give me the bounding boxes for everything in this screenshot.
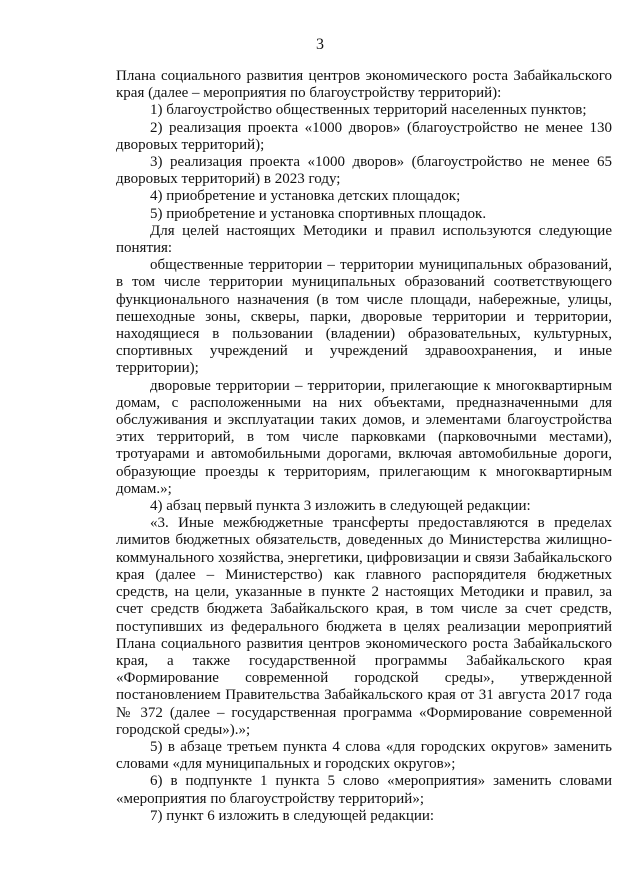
amendment-item-4: 4) абзац первый пункта 3 изложить в следующей редакции:: [150, 498, 531, 515]
list-item-2: 2) реализация проекта «1000 дворов» (благоустройство не менее 130 дворовых территорий);: [116, 119, 612, 153]
paragraph-definitions-intro: Для целей настоящих Методики и правил используются следующие понятия:: [116, 222, 612, 257]
document-body: [116, 68, 612, 825]
paragraph-yard-territories: дворовые территории – территории, прилегающие к многоквартирным домам, с расположенными на них объектами, предназначенными для обслуживания и эксплуатации таких домов, и элементами благоустройства этих территорий, в том числе парковками (парковочными местами), тротуарами и автомобильными дорогами, включая автомобильные дороги, образующие проезды к территориям, прилегающим к многоквартирным домам.»;: [116, 377, 612, 497]
paragraph-clause-3: «3. Иные межбюджетные трансферты предоставляются в пределах лимитов бюджетных обязательств, доведенных до Министерства жилищно-коммунального хозяйства, энергетики, цифровизации и связи Забайкальского края (далее – Министерство) как главного распорядителя бюджетных средств, на цели, указанные в пункте 2 настоящих Методики и правил, за счет средств бюджета Забайкальского края, в том числе за счет средств, поступивших из федерального бюджета в целях реализации мероприятий Плана социального развития центров экономического роста Забайкальского края, а также государственной программы Забайкальского края «Формирование современной городской среды», утвержденной постановлением Правительства Забайкальского края от 31 августа 2017 года № 372 (далее – государственная программа «Формирование современной городской среды»).»;: [116, 515, 612, 738]
list-item-1: 1) благоустройство общественных территорий населенных пунктов;: [150, 102, 587, 119]
page-number: 3: [316, 36, 324, 53]
list-item-3: 3) реализация проекта «1000 дворов» (благоустройство не менее 65 дворовых территорий) в 2023 году;: [116, 154, 612, 188]
paragraph-plan-continuation: Плана социального развития центров экономического роста Забайкальского края (далее – мероприятия по благоустройству территорий):: [116, 68, 612, 102]
list-item-5: 5) приобретение и установка спортивных площадок.: [150, 205, 487, 222]
paragraph-public-territories: общественные территории – территории муниципальных образований, в том числе территории муниципальных образований соответствующего функционального назначения (в том числе площади, набережные, улицы, пешеходные зоны, скверы, парки, дворовые территории и территории, находящиеся в пользовании (владении) образовательных, культурных, спортивных учреждений и учреждений здравоохранения, и иные территории);: [116, 257, 612, 377]
amendment-item-7: 7) пункт 6 изложить в следующей редакции:: [150, 807, 435, 824]
amendment-item-6: 6) в подпункте 1 пункта 5 слово «мероприятия» заменить словами «мероприятия по благоустройству территорий»;: [116, 773, 612, 807]
list-item-4: 4) приобретение и установка детских площадок;: [150, 188, 461, 205]
amendment-item-5: 5) в абзаце третьем пункта 4 слова «для городских округов» заменить словами «для муниципальных и городских округов»;: [116, 738, 612, 773]
